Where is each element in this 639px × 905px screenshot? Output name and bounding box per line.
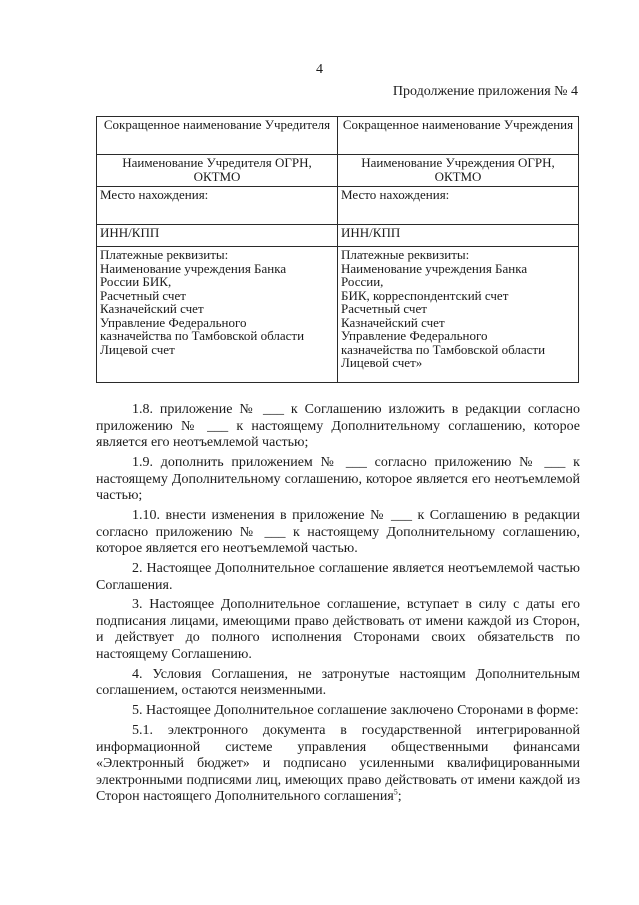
founder-location-cell: Место нахождения: [97,187,338,225]
paragraph-1-9: 1.9. дополнить приложением № ___ согласно приложению № ___ к настоящему Дополнительному соглашению, которое является его неотъемлемой частью; [96,454,580,504]
table-row-inn [97,225,579,247]
paragraph-5: 5. Настоящее Дополнительное соглашение заключено Сторонами в форме: [132,703,579,719]
institution-location-cell: Место нахождения: [338,187,579,225]
table-row-name [97,155,579,187]
payment-line: Управление Федерального [341,328,488,343]
paragraph-end-punctuation: ; [397,789,402,805]
founder-name-cell: Наименование Учредителя ОГРН, ОКТМО [97,155,338,187]
payment-line: Расчетный счет [341,301,427,316]
footnote-mark: 5 [393,787,398,797]
paragraph-2: 2. Настоящее Дополнительное соглашение является неотъемлемой частью Соглашения. [96,560,580,593]
payment-line: БИК, корреспондентский счет [341,287,509,303]
payment-line: казначейства по Тамбовской области [341,341,546,357]
requisites-table [96,116,579,383]
payment-line: Казначейский счет [341,314,445,330]
payment-line: Лицевой счет» [341,355,423,370]
payment-line: Управление Федерального [100,314,247,330]
payment-line: Платежные реквизиты: [341,247,470,262]
institution-short-name-cell: Сокращенное наименование Учреждения [338,117,579,155]
institution-payment-details-cell [338,247,579,383]
payment-line: Наименование учреждения Банка [100,260,287,276]
founder-inn-cell: ИНН/КПП [97,225,338,247]
institution-name-cell: Наименование Учреждения ОГРН, ОКТМО [338,155,579,187]
paragraph-4: 4. Условия Соглашения, не затронутые настоящим Дополнительным соглашением, остаются неизменными. [96,666,580,699]
payment-line: Наименование учреждения Банка [341,260,528,276]
payment-line: Казначейский счет [100,301,204,316]
appendix-continuation-label: Продолжение приложения № 4 [392,84,578,99]
paragraph-5-1 [96,723,580,806]
payment-line: казначейства по Тамбовской области [100,328,305,343]
paragraph-5-1-text: 5.1. электронного документа в государственной интегрированной информационной системе управления общественными финансами «Электронный бюджет» и подписано усиленными квалифицированными электронными подписями лиц, имеющих право действовать от имени каждой из Сторон настоящего Дополнительного соглашения [96,723,580,805]
payment-line: Платежные реквизиты: [100,247,229,262]
paragraph-3: 3. Настоящее Дополнительное соглашение, вступает в силу с даты его подписания лицами, имеющими право действовать от имени каждой из Сторон, и действует до полного исполнения Сторонами своих обязательств по настоящему Соглашению. [96,597,580,663]
agreement-body [96,402,580,809]
paragraph-1-8: 1.8. приложение № ___ к Соглашению изложить в редакции согласно приложению № ___ к настоящему Дополнительному соглашению, которое является его неотъемлемой частью; [96,402,580,451]
table-row-payment [97,247,579,383]
paragraph-1-10: 1.10. внести изменения в приложение № ___ к Соглашению в редакции согласно приложению № ___ к настоящему Дополнительному соглашению, которое является его неотъемлемой частью. [96,507,580,557]
payment-line: России, [341,274,384,289]
founder-short-name-cell: Сокращенное наименование Учредителя [97,117,338,155]
payment-line: России БИК, [100,274,172,289]
page-number: 4 [316,62,323,77]
payment-line: Лицевой счет [100,341,175,357]
institution-inn-cell: ИНН/КПП [338,225,579,247]
founder-payment-details-cell [97,247,338,383]
payment-line: Расчетный счет [100,287,186,303]
table-row-location [97,187,579,225]
table-row-header [97,117,579,155]
